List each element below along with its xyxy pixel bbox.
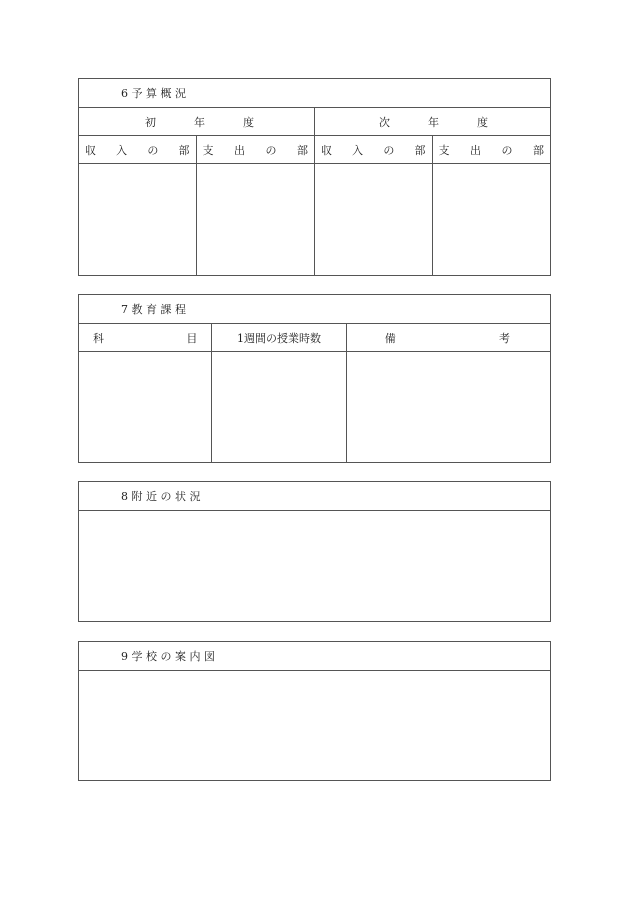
- expense-char: 出: [234, 143, 245, 157]
- first-year-header: [79, 108, 315, 135]
- next-year-header: [315, 108, 550, 135]
- subject-char: 科: [93, 331, 104, 345]
- budget-year-row: [79, 108, 550, 136]
- first-year-char: 初: [145, 115, 156, 129]
- guide-map-section: [78, 641, 551, 781]
- subject-char: 目: [186, 331, 198, 345]
- income-char: 部: [178, 143, 190, 157]
- income-char: 入: [352, 143, 364, 157]
- surroundings-title-row: [79, 482, 550, 511]
- budget-section: [78, 78, 551, 276]
- curriculum-title: 7 教 育 課 程: [121, 302, 186, 316]
- budget-column-row: [79, 136, 550, 164]
- expense-char: の: [501, 143, 513, 157]
- weekly-hours-header: 1週間の授業時数: [212, 324, 346, 351]
- first-year-income-header: [79, 136, 197, 163]
- expense-char: 出: [470, 143, 481, 157]
- subject-header: [79, 324, 212, 351]
- budget-title-row: [79, 79, 550, 108]
- remarks-header: [347, 324, 550, 351]
- income-char: 部: [414, 143, 426, 157]
- first-year-expense-cell[interactable]: [197, 164, 316, 275]
- curriculum-header-row: [79, 324, 550, 352]
- expense-char: 支: [438, 143, 450, 157]
- next-year-char: 度: [477, 115, 488, 129]
- remarks-cell[interactable]: [347, 352, 550, 462]
- curriculum-body-row: [79, 352, 550, 462]
- income-char: 収: [321, 143, 332, 157]
- first-year-income-cell[interactable]: [79, 164, 197, 275]
- next-year-income-cell[interactable]: [315, 164, 433, 275]
- surroundings-body[interactable]: [79, 511, 550, 621]
- income-char: 入: [116, 143, 128, 157]
- first-year-expense-header: [197, 136, 316, 163]
- guide-map-title: 9 学 校 の 案 内 図: [121, 649, 215, 663]
- remarks-char: 考: [499, 331, 510, 345]
- curriculum-title-row: [79, 295, 550, 324]
- first-year-char: 年: [194, 115, 205, 129]
- income-char: の: [383, 143, 395, 157]
- subject-cell[interactable]: [79, 352, 212, 462]
- income-char: の: [147, 143, 159, 157]
- curriculum-section: [78, 294, 551, 463]
- budget-body-row: [79, 164, 550, 275]
- guide-map-title-row: [79, 642, 550, 671]
- surroundings-title: 8 附 近 の 状 況: [121, 489, 201, 503]
- weekly-hours-cell[interactable]: [212, 352, 346, 462]
- first-year-char: 度: [243, 115, 254, 129]
- next-year-expense-cell[interactable]: [433, 164, 551, 275]
- remarks-char: 備: [384, 331, 396, 345]
- next-year-income-header: [315, 136, 433, 163]
- expense-char: の: [265, 143, 277, 157]
- budget-title: 6 予 算 概 況: [121, 86, 186, 100]
- next-year-char: 次: [379, 115, 390, 129]
- guide-map-body[interactable]: [79, 671, 550, 780]
- next-year-char: 年: [428, 115, 439, 129]
- next-year-expense-header: [433, 136, 551, 163]
- expense-char: 部: [533, 143, 544, 157]
- expense-char: 部: [297, 143, 308, 157]
- surroundings-section: [78, 481, 551, 622]
- expense-char: 支: [202, 143, 214, 157]
- income-char: 収: [85, 143, 96, 157]
